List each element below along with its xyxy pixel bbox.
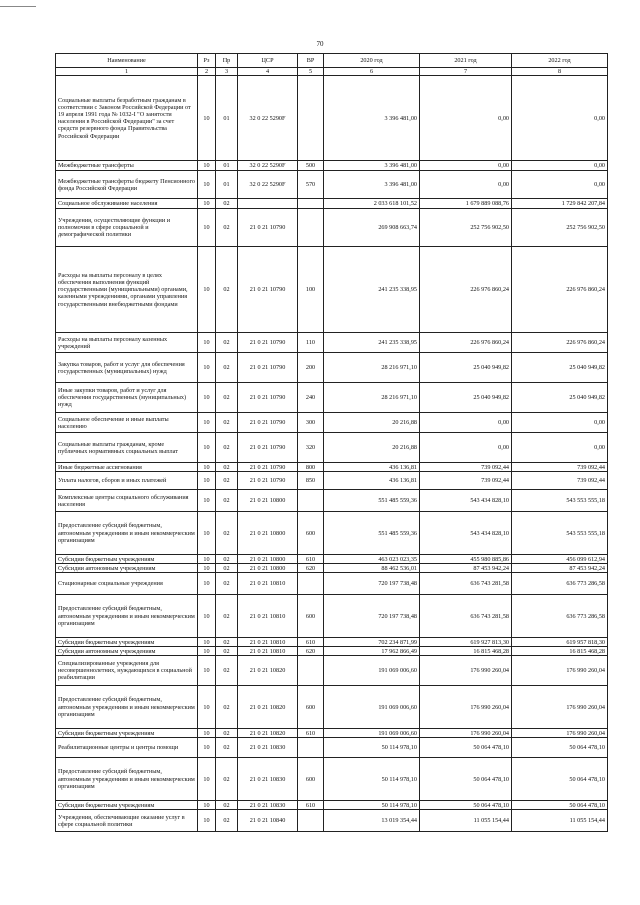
- cell-vr: [298, 656, 324, 686]
- cell-pr: 02: [216, 512, 238, 555]
- cell-vr: 610: [298, 555, 324, 564]
- cell-y2020: 50 114 978,10: [324, 738, 420, 758]
- cell-rz: 10: [198, 738, 216, 758]
- cell-y2022: 636 773 286,58: [512, 573, 608, 595]
- cell-y2022: 0,00: [512, 433, 608, 463]
- cell-rz: 10: [198, 353, 216, 383]
- cell-rz: 10: [198, 472, 216, 490]
- col-header: 2022 год: [512, 54, 608, 68]
- cell-y2022: 50 064 478,10: [512, 738, 608, 758]
- cell-csr: 21 0 21 10800: [238, 564, 298, 573]
- table-row: [56, 433, 608, 463]
- column-index-row: [56, 68, 608, 76]
- cell-csr: 21 0 21 10830: [238, 738, 298, 758]
- cell-y2020: 241 235 338,95: [324, 333, 420, 353]
- cell-pr: 02: [216, 247, 238, 333]
- cell-y2022: 0,00: [512, 171, 608, 199]
- table-row: [56, 573, 608, 595]
- cell-pr: 02: [216, 738, 238, 758]
- table-row: [56, 656, 608, 686]
- cell-y2021: 543 434 828,10: [420, 512, 512, 555]
- cell-y2021: 0,00: [420, 413, 512, 433]
- cell-y2022: 11 055 154,44: [512, 810, 608, 832]
- cell-name: Учреждения, обеспечивающие оказание услуг в сфере социальной политики: [56, 810, 198, 832]
- cell-vr: 200: [298, 353, 324, 383]
- cell-y2021: 619 927 813,30: [420, 638, 512, 647]
- cell-vr: [298, 199, 324, 209]
- cell-y2022: 1 729 842 207,84: [512, 199, 608, 209]
- cell-rz: 10: [198, 729, 216, 738]
- cell-y2022: 0,00: [512, 161, 608, 171]
- cell-pr: 02: [216, 801, 238, 810]
- cell-csr: 32 0 22 5290F: [238, 161, 298, 171]
- cell-y2022: 636 773 286,58: [512, 595, 608, 638]
- table-row: [56, 76, 608, 161]
- cell-pr: 02: [216, 564, 238, 573]
- cell-rz: 10: [198, 758, 216, 801]
- cell-y2022: 226 976 860,24: [512, 247, 608, 333]
- cell-rz: 10: [198, 638, 216, 647]
- cell-vr: 100: [298, 247, 324, 333]
- cell-y2021: 739 092,44: [420, 472, 512, 490]
- col-index: 6: [324, 68, 420, 76]
- table-row: [56, 801, 608, 810]
- cell-y2020: 2 033 618 101,52: [324, 199, 420, 209]
- corner-mark: [0, 0, 36, 7]
- cell-pr: 02: [216, 383, 238, 413]
- table-row: [56, 161, 608, 171]
- table-row: [56, 463, 608, 472]
- table-row: [56, 738, 608, 758]
- cell-vr: [298, 209, 324, 247]
- cell-name: Расходы на выплаты персоналу казенных учреждений: [56, 333, 198, 353]
- cell-y2021: 226 976 860,24: [420, 247, 512, 333]
- cell-y2020: 28 216 971,10: [324, 383, 420, 413]
- cell-y2022: 50 064 478,10: [512, 801, 608, 810]
- cell-y2020: 191 069 006,60: [324, 656, 420, 686]
- cell-vr: 600: [298, 512, 324, 555]
- col-header: 2020 год: [324, 54, 420, 68]
- cell-csr: 21 0 21 10790: [238, 353, 298, 383]
- cell-vr: 610: [298, 638, 324, 647]
- cell-csr: 21 0 21 10790: [238, 209, 298, 247]
- cell-pr: 02: [216, 353, 238, 383]
- cell-rz: 10: [198, 161, 216, 171]
- cell-pr: 02: [216, 656, 238, 686]
- cell-y2020: 13 019 354,44: [324, 810, 420, 832]
- cell-pr: 02: [216, 199, 238, 209]
- cell-y2021: 0,00: [420, 76, 512, 161]
- cell-pr: 02: [216, 729, 238, 738]
- cell-name: Субсидии бюджетным учреждениям: [56, 801, 198, 810]
- cell-vr: 240: [298, 383, 324, 413]
- cell-csr: 21 0 21 10790: [238, 333, 298, 353]
- cell-y2022: 87 453 942,24: [512, 564, 608, 573]
- cell-pr: 02: [216, 472, 238, 490]
- table-row: [56, 353, 608, 383]
- cell-name: Специализированные учреждения для несовершеннолетних, нуждающихся в социальной реабилитации: [56, 656, 198, 686]
- cell-y2021: 252 756 902,50: [420, 209, 512, 247]
- cell-rz: 10: [198, 512, 216, 555]
- cell-y2022: 0,00: [512, 76, 608, 161]
- cell-rz: 10: [198, 383, 216, 413]
- cell-pr: 02: [216, 638, 238, 647]
- cell-y2020: 702 234 871,99: [324, 638, 420, 647]
- cell-csr: 21 0 21 10810: [238, 595, 298, 638]
- cell-y2021: 176 990 260,04: [420, 729, 512, 738]
- cell-vr: 300: [298, 413, 324, 433]
- cell-csr: 21 0 21 10790: [238, 413, 298, 433]
- cell-rz: 10: [198, 413, 216, 433]
- cell-pr: 02: [216, 209, 238, 247]
- cell-vr: [298, 76, 324, 161]
- cell-y2022: 456 099 612,94: [512, 555, 608, 564]
- table-row: [56, 810, 608, 832]
- table-row: [56, 247, 608, 333]
- cell-vr: 600: [298, 595, 324, 638]
- col-index: 2: [198, 68, 216, 76]
- cell-y2020: 3 396 481,00: [324, 161, 420, 171]
- cell-y2021: 50 064 478,10: [420, 758, 512, 801]
- col-header: Рз: [198, 54, 216, 68]
- cell-y2020: 3 396 481,00: [324, 76, 420, 161]
- cell-y2022: 25 040 949,82: [512, 383, 608, 413]
- cell-csr: 21 0 21 10790: [238, 247, 298, 333]
- cell-vr: 850: [298, 472, 324, 490]
- cell-name: Предоставление субсидий бюджетным, автономным учреждениям и иным некоммерческим организациям: [56, 758, 198, 801]
- col-header: Пр: [216, 54, 238, 68]
- table-row: [56, 512, 608, 555]
- cell-y2022: 619 957 818,30: [512, 638, 608, 647]
- cell-y2022: 176 990 260,04: [512, 656, 608, 686]
- table-row: [56, 647, 608, 656]
- cell-y2021: 455 980 885,86: [420, 555, 512, 564]
- col-header: ЦСР: [238, 54, 298, 68]
- cell-y2020: 436 136,81: [324, 463, 420, 472]
- cell-csr: 21 0 21 10800: [238, 490, 298, 512]
- cell-name: Реабилитационные центры и центры помощи: [56, 738, 198, 758]
- cell-y2020: 50 114 978,10: [324, 801, 420, 810]
- cell-vr: 570: [298, 171, 324, 199]
- col-header: Наименование: [56, 54, 198, 68]
- cell-pr: 02: [216, 413, 238, 433]
- cell-y2021: 50 064 478,10: [420, 801, 512, 810]
- table-row: [56, 638, 608, 647]
- table-row: [56, 333, 608, 353]
- table-row: [56, 758, 608, 801]
- cell-rz: 10: [198, 810, 216, 832]
- cell-vr: 610: [298, 729, 324, 738]
- cell-y2022: 543 553 555,18: [512, 490, 608, 512]
- cell-csr: 21 0 21 10800: [238, 512, 298, 555]
- cell-y2021: 50 064 478,10: [420, 738, 512, 758]
- cell-vr: [298, 490, 324, 512]
- cell-name: Комплексные центры социального обслуживания населения: [56, 490, 198, 512]
- cell-y2020: 88 462 536,01: [324, 564, 420, 573]
- cell-csr: 21 0 21 10840: [238, 810, 298, 832]
- table-row: [56, 490, 608, 512]
- cell-pr: 02: [216, 555, 238, 564]
- col-index: 8: [512, 68, 608, 76]
- cell-rz: 10: [198, 801, 216, 810]
- cell-y2022: 252 756 902,50: [512, 209, 608, 247]
- cell-rz: 10: [198, 433, 216, 463]
- cell-rz: 10: [198, 595, 216, 638]
- cell-y2020: 191 069 006,60: [324, 729, 420, 738]
- cell-rz: 10: [198, 490, 216, 512]
- cell-y2021: 0,00: [420, 161, 512, 171]
- cell-y2021: 739 092,44: [420, 463, 512, 472]
- col-header: ВР: [298, 54, 324, 68]
- table-row: [56, 686, 608, 729]
- cell-pr: 02: [216, 463, 238, 472]
- cell-name: Субсидии автономным учреждениям: [56, 647, 198, 656]
- cell-name: Субсидии бюджетным учреждениям: [56, 555, 198, 564]
- cell-csr: 21 0 21 10830: [238, 801, 298, 810]
- cell-y2020: 720 197 738,48: [324, 595, 420, 638]
- col-index: 7: [420, 68, 512, 76]
- cell-name: Иные закупки товаров, работ и услуг для обеспечения государственных (муниципальных) нужд: [56, 383, 198, 413]
- header-row: [56, 54, 608, 68]
- table-row: [56, 555, 608, 564]
- cell-y2020: 269 908 663,74: [324, 209, 420, 247]
- cell-csr: [238, 199, 298, 209]
- cell-y2020: 551 485 559,36: [324, 490, 420, 512]
- cell-y2020: 463 023 023,35: [324, 555, 420, 564]
- table-row: [56, 472, 608, 490]
- cell-vr: 620: [298, 647, 324, 656]
- cell-rz: 10: [198, 209, 216, 247]
- cell-name: Учреждения, осуществляющие функции и полномочия в сфере социальной и демографической политики: [56, 209, 198, 247]
- cell-y2021: 543 434 828,10: [420, 490, 512, 512]
- cell-y2021: 1 679 889 088,76: [420, 199, 512, 209]
- cell-y2020: 20 216,88: [324, 413, 420, 433]
- cell-y2021: 176 990 260,04: [420, 656, 512, 686]
- cell-csr: 21 0 21 10810: [238, 638, 298, 647]
- cell-csr: 21 0 21 10820: [238, 656, 298, 686]
- cell-y2022: 543 553 555,18: [512, 512, 608, 555]
- cell-y2020: 3 396 481,00: [324, 171, 420, 199]
- cell-name: Субсидии бюджетным учреждениям: [56, 638, 198, 647]
- cell-vr: [298, 573, 324, 595]
- cell-csr: 21 0 21 10810: [238, 573, 298, 595]
- cell-vr: 620: [298, 564, 324, 573]
- cell-y2022: 0,00: [512, 413, 608, 433]
- col-header: 2021 год: [420, 54, 512, 68]
- cell-y2021: 176 990 260,04: [420, 686, 512, 729]
- cell-csr: 21 0 21 10830: [238, 758, 298, 801]
- cell-pr: 02: [216, 433, 238, 463]
- cell-vr: 600: [298, 686, 324, 729]
- cell-vr: [298, 810, 324, 832]
- cell-rz: 10: [198, 247, 216, 333]
- cell-name: Иные бюджетные ассигнования: [56, 463, 198, 472]
- cell-y2021: 636 743 281,58: [420, 573, 512, 595]
- cell-name: Социальное обеспечение и иные выплаты населению: [56, 413, 198, 433]
- cell-y2020: 551 485 559,36: [324, 512, 420, 555]
- cell-name: Предоставление субсидий бюджетным, автономным учреждениям и иным некоммерческим организациям: [56, 595, 198, 638]
- cell-pr: 02: [216, 810, 238, 832]
- table-row: [56, 564, 608, 573]
- cell-csr: 21 0 21 10820: [238, 729, 298, 738]
- col-index: 5: [298, 68, 324, 76]
- cell-vr: [298, 738, 324, 758]
- cell-y2021: 11 055 154,44: [420, 810, 512, 832]
- table-row: [56, 383, 608, 413]
- cell-name: Социальное обслуживание населения: [56, 199, 198, 209]
- cell-pr: 02: [216, 686, 238, 729]
- cell-name: Расходы на выплаты персоналу в целях обеспечения выполнения функций государственными (муниципальными) органами, казенными учреждениями, органами управления государственными внебюджетными фондами: [56, 247, 198, 333]
- cell-y2021: 25 040 949,82: [420, 383, 512, 413]
- cell-y2022: 739 092,44: [512, 472, 608, 490]
- cell-csr: 21 0 21 10790: [238, 383, 298, 413]
- cell-y2022: 226 976 860,24: [512, 333, 608, 353]
- col-index: 3: [216, 68, 238, 76]
- cell-name: Предоставление субсидий бюджетным, автономным учреждениям и иным некоммерческим организациям: [56, 512, 198, 555]
- cell-y2022: 739 092,44: [512, 463, 608, 472]
- cell-name: Уплата налогов, сборов и иных платежей: [56, 472, 198, 490]
- cell-y2021: 87 453 942,24: [420, 564, 512, 573]
- cell-y2020: 241 235 338,95: [324, 247, 420, 333]
- cell-pr: 01: [216, 171, 238, 199]
- budget-table: [55, 53, 608, 832]
- cell-rz: 10: [198, 573, 216, 595]
- cell-vr: 500: [298, 161, 324, 171]
- cell-rz: 10: [198, 686, 216, 729]
- cell-rz: 10: [198, 656, 216, 686]
- cell-y2021: 16 815 468,28: [420, 647, 512, 656]
- cell-rz: 10: [198, 333, 216, 353]
- table-row: [56, 413, 608, 433]
- cell-vr: 110: [298, 333, 324, 353]
- cell-pr: 02: [216, 758, 238, 801]
- cell-rz: 10: [198, 564, 216, 573]
- cell-pr: 02: [216, 490, 238, 512]
- cell-y2020: 17 962 866,49: [324, 647, 420, 656]
- cell-y2022: 176 990 260,04: [512, 729, 608, 738]
- cell-pr: 02: [216, 595, 238, 638]
- cell-pr: 01: [216, 161, 238, 171]
- cell-csr: 21 0 21 10790: [238, 472, 298, 490]
- cell-y2020: 191 069 006,60: [324, 686, 420, 729]
- cell-rz: 10: [198, 647, 216, 656]
- cell-vr: 600: [298, 758, 324, 801]
- cell-pr: 02: [216, 333, 238, 353]
- cell-pr: 01: [216, 76, 238, 161]
- cell-y2020: 720 197 738,48: [324, 573, 420, 595]
- table-row: [56, 729, 608, 738]
- cell-rz: 10: [198, 463, 216, 472]
- cell-y2020: 436 136,81: [324, 472, 420, 490]
- cell-rz: 10: [198, 555, 216, 564]
- cell-rz: 10: [198, 76, 216, 161]
- table-row: [56, 171, 608, 199]
- cell-y2022: 25 040 949,82: [512, 353, 608, 383]
- cell-y2022: 176 990 260,04: [512, 686, 608, 729]
- table-row: [56, 199, 608, 209]
- cell-y2021: 25 040 949,82: [420, 353, 512, 383]
- cell-name: Субсидии автономным учреждениям: [56, 564, 198, 573]
- cell-csr: 21 0 21 10810: [238, 647, 298, 656]
- cell-name: Стационарные социальные учреждения: [56, 573, 198, 595]
- cell-y2021: 636 743 281,58: [420, 595, 512, 638]
- table-row: [56, 595, 608, 638]
- cell-name: Предоставление субсидий бюджетным, автономным учреждениям и иным некоммерческим организациям: [56, 686, 198, 729]
- cell-rz: 10: [198, 199, 216, 209]
- cell-pr: 02: [216, 573, 238, 595]
- cell-name: Социальные выплаты гражданам, кроме публичных нормативных социальных выплат: [56, 433, 198, 463]
- cell-name: Субсидии бюджетным учреждениям: [56, 729, 198, 738]
- cell-y2020: 20 216,88: [324, 433, 420, 463]
- cell-vr: 320: [298, 433, 324, 463]
- cell-y2021: 0,00: [420, 171, 512, 199]
- cell-name: Межбюджетные трансферты: [56, 161, 198, 171]
- cell-y2020: 50 114 978,10: [324, 758, 420, 801]
- cell-csr: 21 0 21 10790: [238, 463, 298, 472]
- cell-y2021: 0,00: [420, 433, 512, 463]
- cell-vr: 610: [298, 801, 324, 810]
- cell-csr: 21 0 21 10820: [238, 686, 298, 729]
- cell-y2022: 16 815 468,28: [512, 647, 608, 656]
- page-number: 70: [316, 40, 324, 48]
- table-row: [56, 209, 608, 247]
- cell-y2020: 28 216 971,10: [324, 353, 420, 383]
- cell-csr: 32 0 22 5290F: [238, 171, 298, 199]
- cell-rz: 10: [198, 171, 216, 199]
- col-index: 4: [238, 68, 298, 76]
- cell-name: Межбюджетные трансферты бюджету Пенсионного фонда Российской Федерации: [56, 171, 198, 199]
- cell-name: Закупка товаров, работ и услуг для обеспечения государственных (муниципальных) нужд: [56, 353, 198, 383]
- cell-y2022: 50 064 478,10: [512, 758, 608, 801]
- cell-vr: 800: [298, 463, 324, 472]
- col-index: 1: [56, 68, 198, 76]
- cell-csr: 21 0 21 10800: [238, 555, 298, 564]
- cell-csr: 32 0 22 5290F: [238, 76, 298, 161]
- cell-name: Социальные выплаты безработным гражданам в соответствии с Законом Российской Федерации от 19 апреля 1991 года № 1032-I "О занятости населения в Российской Федерации" за счет средств резервного фонда Правительства Российской Федерации: [56, 76, 198, 161]
- cell-y2021: 226 976 860,24: [420, 333, 512, 353]
- cell-pr: 02: [216, 647, 238, 656]
- cell-csr: 21 0 21 10790: [238, 433, 298, 463]
